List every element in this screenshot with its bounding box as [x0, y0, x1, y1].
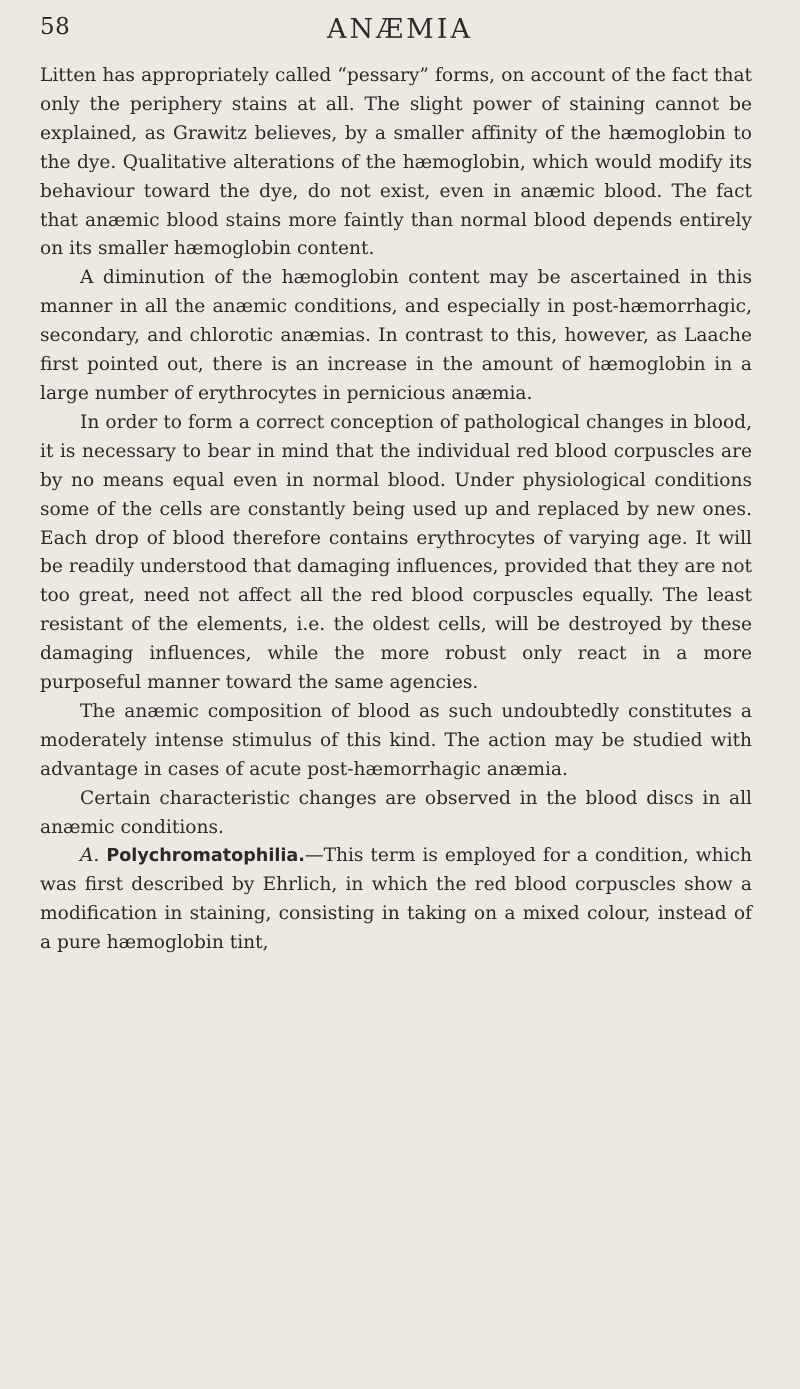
- paragraph-5: Certain characteristic changes are observed in the blood discs in all anæmic conditions.: [40, 787, 752, 838]
- section-letter: A.: [80, 845, 100, 867]
- paragraph-2: A diminution of the hæmoglobin content may be ascertained in this manner in all the anæmic conditions, and especially in post-hæmorrhagic, secondary, and chlorotic anæmias. In contrast to this, however, as Laache first pointed out, there is an increase in the amount of hæmoglobin in a large number of erythrocytes in pernicious anæmia.: [40, 267, 752, 404]
- paragraph-1: Litten has appropriately called “pessary” forms, on account of the fact that only the periphery stains at all. The slight power of staining cannot be explained, as Grawitz believes, by a smaller affinity of the hæmoglobin to the dye. Qualitative alterations of the hæmoglobin, which would modify its behaviour toward the dye, do not exist, even in anæmic blood. The fact that anæmic blood stains more faintly than normal blood depends entirely on its smaller hæmoglobin content.: [40, 65, 752, 260]
- body-text: [40, 62, 752, 958]
- section-paragraph: [40, 842, 752, 958]
- paragraph-3: In order to form a correct conception of pathological changes in blood, it is necessary to bear in mind that the individual red blood corpuscles are by no means equal even in normal blood. Under physiological conditions some of the cells are constantly being used up and replaced by new ones. Each drop of blood therefore contains erythrocytes of varying age. It will be readily understood that damaging influences, provided that they are not too great, need not affect all the red blood corpuscles equally. The least resistant of the elements, i.e. the oldest cells, will be destroyed by these damaging influences, while the more robust only react in a more purposeful manner toward the same agencies.: [40, 411, 752, 694]
- page-number: 58: [40, 14, 71, 40]
- paragraph-4: The anæmic composition of blood as such undoubtedly constitutes a moderately intense stimulus of this kind. The action may be studied with advantage in cases of acute post-hæmorrhagic anæmia.: [40, 700, 752, 780]
- running-head: ANÆMIA: [327, 14, 473, 45]
- section-text: —This term is employed for a condition, which was first described by Ehrlich, in which the red blood corpuscles show a modification in staining, consisting in taking on a mixed colour, instead of a pure hæmoglobin tint,: [40, 845, 752, 954]
- section-heading: Polychromatophilia.: [106, 846, 305, 867]
